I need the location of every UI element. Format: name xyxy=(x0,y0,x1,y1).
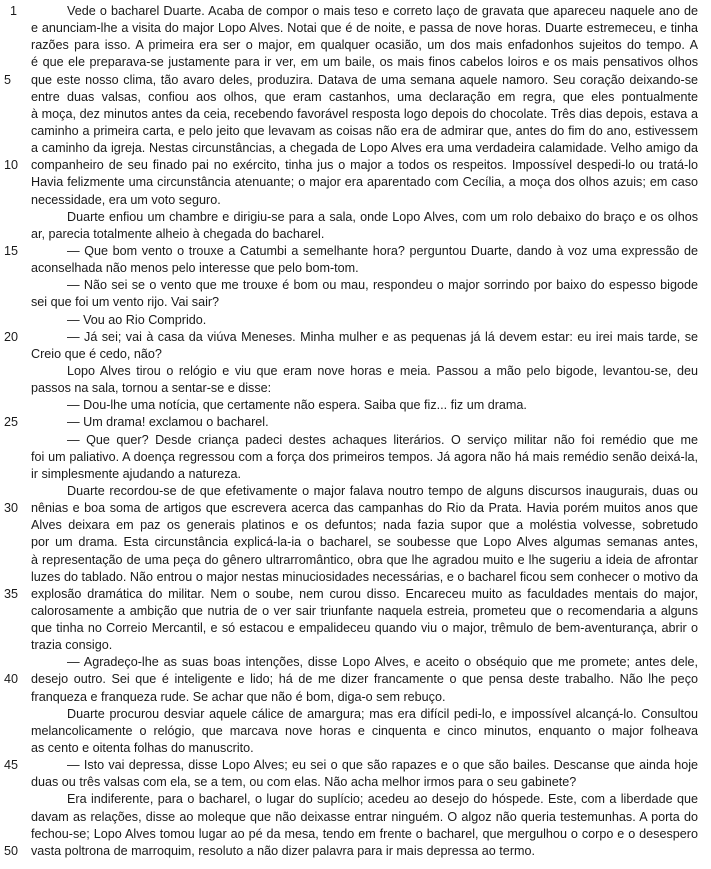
line-number: 15 xyxy=(4,243,19,258)
line-text: foi um paliativo. A doença regressou com a força dos primeiros tempos. Já agora não há mais remédio senão deixá-la, xyxy=(31,449,698,464)
text-line xyxy=(0,689,711,706)
line-text: aconselhada não menos pelo interesse que pelo bom-tom. xyxy=(31,261,359,276)
text-line xyxy=(0,312,711,329)
text-line xyxy=(0,243,711,260)
line-text: nênias e boa soma de artigos que escrevera acerca das campanhas do Rio da Prata. Havia porém muitos anos que xyxy=(31,501,698,516)
line-text: — Que bom vento o trouxe a Catumbi a semelhante hora? perguntou Duarte, dando à voz uma expressão de xyxy=(67,243,698,258)
text-line xyxy=(0,140,711,157)
line-number: 10 xyxy=(4,158,19,173)
text-line xyxy=(0,500,711,517)
text-line xyxy=(0,791,711,808)
line-text: e anunciam-lhe a visita do major Lopo Alves. Notai que é de noite, e passa de nove horas. Duarte estremeceu, e tinha xyxy=(31,21,698,36)
line-number: 45 xyxy=(4,758,19,773)
text-line xyxy=(0,654,711,671)
line-text: luzes do tablado. Não entrou o major nestas minuciosidades necessárias, e o bacharel ficou sem conhecer o motivo da xyxy=(31,569,698,584)
line-number: 40 xyxy=(4,672,19,687)
line-text: — Vou ao Rio Comprido. xyxy=(67,312,207,327)
text-line xyxy=(0,706,711,723)
line-number: 35 xyxy=(4,586,19,601)
text-line xyxy=(0,603,711,620)
text-line xyxy=(0,37,711,54)
line-text: companheiro de seu finado pai no exército, tinha jus o major a todos os respeitos. Impossível despedi-lo ou tratá-lo xyxy=(31,158,698,173)
line-text: — Isto vai depressa, disse Lopo Alves; eu sei o que são rapazes e o que são bailes. Descanse que ainda hoje xyxy=(67,758,698,773)
line-text: ir simplesmente ajudando a natureza. xyxy=(31,466,242,481)
line-text: ar, parecia totalmente alheio à chegada do bacharel. xyxy=(31,226,325,241)
line-text: à representação de uma peça do gênero ultrarromântico, obra que lhe agradou muito e lhe sugeriu a ideia de afrontar xyxy=(31,552,698,567)
line-text: razões para isso. A primeira era ser o major, em qualquer ocasião, um dos mais enfadonhos sujeitos do tempo. A xyxy=(31,38,698,53)
text-line xyxy=(0,534,711,551)
text-line xyxy=(0,397,711,414)
line-text: a caminho da igreja. Nestas circunstâncias, a chegada de Lopo Alves era uma verdadeira calamidade. Velho amigo da xyxy=(31,141,698,156)
line-text: trazia consigo. xyxy=(31,638,113,653)
line-text: franqueza e franqueza rude. Se achar que não é bom, diga-o sem rebuço. xyxy=(31,689,446,704)
line-text: caminho a primeira carta, e pelo jeito que levavam as coisas não era de admirar que, antes do fim do ano, estivessem xyxy=(31,123,698,138)
text-line xyxy=(0,123,711,140)
text-line xyxy=(0,106,711,123)
line-number: 30 xyxy=(4,501,19,516)
line-text: é que ele preparava-se justamente para ir ver, em um baile, os mais finos cabelos loiros e os mais pensativos olhos xyxy=(31,55,698,70)
text-line xyxy=(0,620,711,637)
line-text: fechou-se; Lopo Alves tomou lugar ao pé da mesa, tendo em frente o bacharel, que mergulhou o corpo e o desespero xyxy=(31,826,698,841)
text-line xyxy=(0,329,711,346)
line-text: Era indiferente, para o bacharel, o lugar do suplício; acedeu ao desejo do hóspede. Este, com a liberdade que xyxy=(67,792,698,807)
text-line xyxy=(0,466,711,483)
text-line xyxy=(0,174,711,191)
text-line xyxy=(0,826,711,843)
line-text: — Dou-lhe uma notícia, que certamente não espera. Saiba que fiz... fiz um drama. xyxy=(67,398,527,413)
text-line xyxy=(0,260,711,277)
text-line xyxy=(0,517,711,534)
text-line xyxy=(0,209,711,226)
line-text: — Um drama! exclamou o bacharel. xyxy=(67,415,269,430)
text-line xyxy=(0,294,711,311)
line-number: 1 xyxy=(10,4,18,18)
line-text: à moça, dez minutos antes da ceia, recebendo favorável resposta logo depois do chocolate. Três dias depois, estava a xyxy=(31,106,698,121)
line-text: Alves deixara em paz os generais platinos e os defuntos; nada fazia supor que a moléstia volvesse, sobretudo xyxy=(31,518,698,533)
text-line xyxy=(0,757,711,774)
text-line xyxy=(0,54,711,71)
text-line xyxy=(0,20,711,37)
text-line xyxy=(0,277,711,294)
text-line xyxy=(0,226,711,243)
text-line xyxy=(0,586,711,603)
text-line xyxy=(0,346,711,363)
line-text: por um drama. Esta circunstância explicá-la-ia o bacharel, se soubesse que Lopo Alves algumas semanas antes, xyxy=(31,535,698,550)
line-text: melancolicamente o relógio, que marcava nove horas e cinquenta e cinco minutos, enquanto o major folheava xyxy=(31,723,698,738)
line-text: passos na sala, tornou a sentar-se e disse: xyxy=(31,381,272,396)
line-text: — Já sei; vai à casa da viúva Meneses. Minha mulher e as pequenas já lá devem estar: eu irei mais tarde, se xyxy=(67,329,698,344)
text-line xyxy=(0,552,711,569)
text-line xyxy=(0,671,711,688)
line-text: Duarte procurou desviar aquele cálice de amargura; mas era difícil pedi-lo, e impossível alcançá-lo. Consultou xyxy=(67,706,698,721)
line-text: — Não sei se o vento que me trouxe é bom ou mau, respondeu o major sorrindo por baixo do espesso bigode xyxy=(67,278,698,293)
line-text: calorosamente a ambição que nutria de o ver sair triunfante naquela estreia, prometeu que o recomendaria a alguns xyxy=(31,603,698,618)
text-line xyxy=(0,3,711,20)
line-text: Creio que é cedo, não? xyxy=(31,346,162,361)
line-text: que tinha no Correio Mercantil, e só estacou e empalideceu quando viu o major, trêmulo de bem-aventurança, abrir o xyxy=(31,621,698,636)
line-text: vasta poltrona de marroquim, resoluto a não dizer palavra para ir mais depressa ao termo. xyxy=(31,843,536,858)
line-text: que este nosso clima, tão avaro deles, produzira. Datava de uma semana aquele namoro. Seu coração deixando-se xyxy=(31,72,698,87)
text-line xyxy=(0,380,711,397)
text-line xyxy=(0,449,711,466)
text-line xyxy=(0,192,711,209)
text-line xyxy=(0,414,711,431)
line-text: Havia felizmente uma circunstância atenuante; o major era aparentado com Cecília, a moça dos olhos azuis; em caso xyxy=(31,175,698,190)
line-number: 50 xyxy=(4,843,19,858)
line-text: sei que foi um vento rijo. Vai sair? xyxy=(31,295,220,310)
line-text: Vede o bacharel Duarte. Acaba de compor o mais teso e correto laço de gravata que apareceu naquele ano de xyxy=(67,4,698,18)
text-line xyxy=(0,72,711,89)
line-text: — Agradeço-lhe as suas boas intenções, disse Lopo Alves, e aceito o obséquio que me promete; antes dele, xyxy=(67,655,698,670)
line-text: Duarte recordou-se de que efetivamente o major falava noutro tempo de alguns discursos inaugurais, duas ou xyxy=(67,483,698,498)
line-text: duas ou três valsas com ela, se a tem, ou com elas. Não acha melhor irmos para o seu gabinete? xyxy=(31,775,577,790)
line-text: desejo outro. Sei que é inteligente e lido; há de me dizer francamente o que pensa deste trabalho. Não lhe peço xyxy=(31,672,698,687)
line-text: Duarte enfiou um chambre e dirigiu-se para a sala, onde Lopo Alves, com um rolo debaixo do braço e os olhos xyxy=(67,209,698,224)
text-line xyxy=(0,723,711,740)
line-text: explosão dramática do militar. Nem o soube, nem curou disso. Encareceu muito as faculdades mentais do major, xyxy=(31,586,698,601)
text-line xyxy=(0,363,711,380)
text-line xyxy=(0,843,711,860)
line-number: 25 xyxy=(4,415,19,430)
line-number: 20 xyxy=(4,329,19,344)
line-number: 5 xyxy=(4,72,12,87)
text-line xyxy=(0,774,711,791)
line-text: — Que quer? Desde criança padeci destes achaques literários. O serviço militar não foi remédio que me xyxy=(67,432,698,447)
text-line xyxy=(0,740,711,757)
line-text: davam as relações, disse ao moleque que não deixasse entrar ninguém. O algoz não queria testemunhas. A porta do xyxy=(31,809,698,824)
text-line xyxy=(0,637,711,654)
text-line xyxy=(0,432,711,449)
line-text: necessidade, era um voto seguro. xyxy=(31,192,221,207)
text-line xyxy=(0,89,711,106)
line-text: entre duas valsas, confiou aos olhos, que eram castanhos, uma declaração em regra, que eles pontualmente xyxy=(31,89,698,104)
text-line xyxy=(0,809,711,826)
text-line xyxy=(0,157,711,174)
line-text: Lopo Alves tirou o relógio e viu que eram nove horas e meia. Passou a mão pelo bigode, levantou-se, deu xyxy=(67,363,698,378)
line-text: as cento e oitenta folhas do manuscrito. xyxy=(31,741,254,756)
text-line xyxy=(0,483,711,500)
text-line xyxy=(0,569,711,586)
